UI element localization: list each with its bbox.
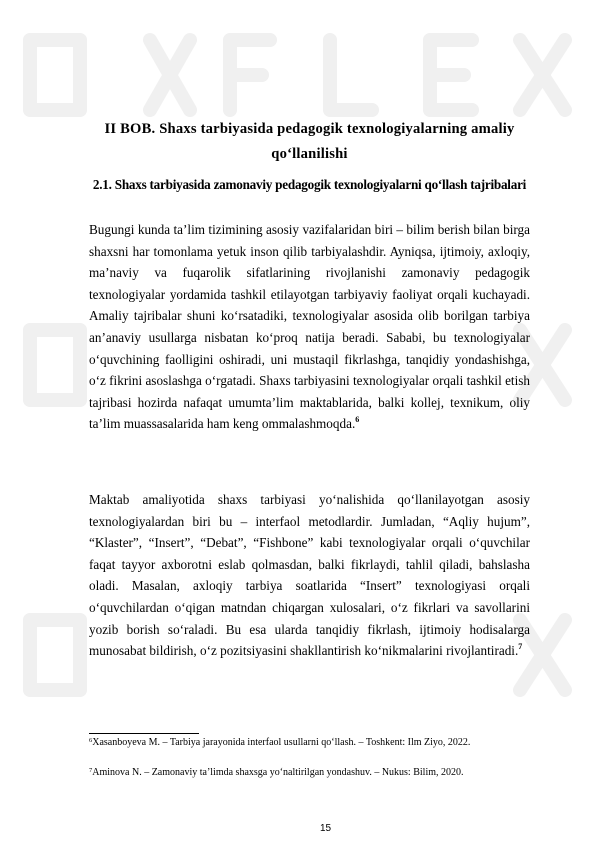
page-number: 15: [320, 823, 332, 834]
paragraph-text: Maktab amaliyotida shaxs tarbiyasi yo‘nalishida qo‘llanilayotgan asosiy texnologiyalardan biri bu – interfaol metodlardir. Jumladan, “Aqliy hujum”, “Klaster”, “Insert”, “Debat”, “Fishbone” kabi texnologiyalar orqali o‘quvchilar faqat tayyor axborotni eslab qolmasdan, balki fikrlaydi, tahlil qiladi, bahslasha oladi. Masalan, axloqiy tarbiya soatlarida “Insert” texnologiyasi orqali o‘quvchilardan o‘qigan matndan chiqargan xulosalari, o‘z fikrlari va savollarini yozib borish so‘raladi. Bu esa ularda tanqidiy fikrlash, ijtimoiy hodisalarga munosabat bildirish, o‘z pozitsiyasini shakllantirish ko‘nikmalarini rivojlantiradi.: [89, 492, 530, 659]
paragraph-text: Bugungi kunda ta’lim tizimining asosiy vazifalaridan biri – bilim berish bilan birga shaxsni har tomonlama yetuk inson qilib tarbiyalashdir. Ayniqsa, ijtimoiy, axloqiy, ma’naviy va fuqarolik sifatlarining rivojlanishi zamonaviy pedagogik texnologiyalar yordamida tashkil etilayotgan tarbiyaviy faoliyat orqali kuchayadi. Amaliy tajribalar shuni ko‘rsatadiki, texnologiyalar asosida olib borilgan tarbiya an’anaviy usullarga nisbatan ko‘proq natija beradi. Sababi, bu texnologiyalar o‘quvchining faolligini oshiradi, uni mustaqil fikrlashga, tanqidiy yondashishga, o‘z fikrini asoslashga o‘rgatadi. Shaxs tarbiyasini texnologiyalar orqali tashkil etish tajribasi hozirda nafaqat umumta’lim maktablarida, balki kollej, texnikum, oliy ta’lim muassasalarida ham keng ommalashmoqda.: [89, 222, 530, 432]
body-paragraph: [89, 489, 530, 662]
footnote: [89, 767, 530, 780]
chapter-title: II BOB. Shaxs tarbiyasida pedagogik texnologiyalarning amaliy qo‘llanilishi: [104, 121, 515, 162]
footnote-reference[interactable]: 6: [355, 415, 360, 425]
footnote-reference[interactable]: 7: [518, 642, 523, 652]
footnote-mark: 6: [89, 737, 93, 744]
section-title: 2.1. Shaxs tarbiyasida zamonaviy pedagogik texnologiyalarni qo‘llash tajribalari: [92, 177, 527, 192]
footnote-text: Xasanboyeva M. – Tarbiya jarayonida interfaol usullarni qo‘llash. – Toshkent: Ilm Ziyo, 2022.: [92, 737, 471, 748]
footnote-mark: 7: [89, 767, 93, 774]
footnote-separator: [89, 733, 199, 734]
body-paragraph: [89, 219, 530, 435]
footnote-text: Aminova N. – Zamonaviy ta’limda shaxsga yo‘naltirilgan yondashuv. – Nukus: Bilim, 2020.: [92, 767, 464, 778]
footnote: [89, 737, 530, 750]
